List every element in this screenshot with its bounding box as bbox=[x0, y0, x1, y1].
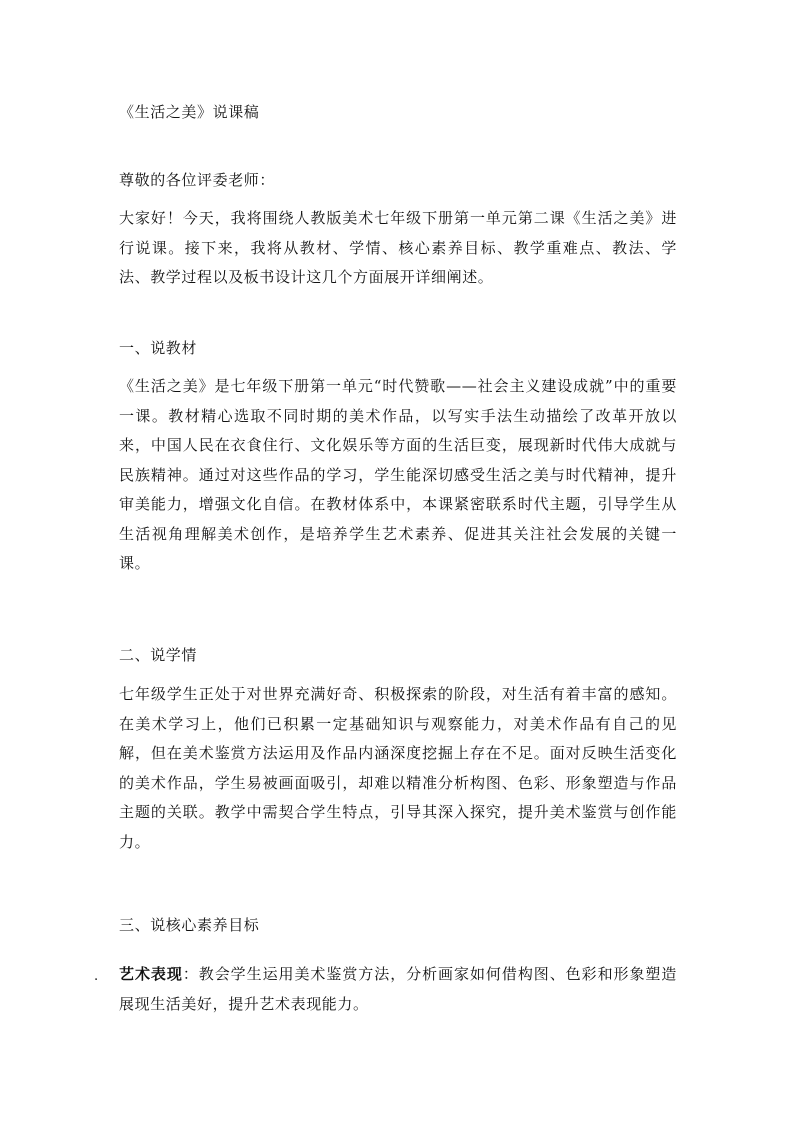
section-heading-learners: 二、说学情 bbox=[119, 646, 198, 664]
goal-label: 艺术表现 bbox=[119, 965, 183, 983]
intro-paragraph: 大家好！今天，我将围绕人教版美术七年级下册第一单元第二课《生活之美》进行说课。接下来，我将从教材、学情、核心素养目标、教学重难点、教法、学法、教学过程以及板书设计这几个方面展开详细阐述。 bbox=[119, 209, 677, 286]
goal-item-art-expression bbox=[119, 960, 677, 1019]
section-body-learners: 七年级学生正处于对世界充满好奇、积极探索的阶段，对生活有着丰富的感知。在美术学习上，他们已积累一定基础知识与观察能力，对美术作品有自己的见解，但在美术鉴赏方法运用及作品内涵深度挖掘上存在不足。面对反映生活变化的美术作品，学生易被画面吸引，却难以精准分析构图、色彩、形象塑造与作品主题的关联。教学中需契合学生特点，引导其深入探究，提升美术鉴赏与创作能力。 bbox=[119, 685, 677, 851]
goal-body: ：教会学生运用美术鉴赏方法，分析画家如何借构图、色彩和形象塑造展现生活美好，提升艺术表现能力。 bbox=[119, 965, 677, 1013]
section-heading-core-goals: 三、说核心素养目标 bbox=[119, 916, 260, 934]
bullet-marker: . bbox=[94, 969, 99, 984]
greeting: 尊敬的各位评委老师： bbox=[119, 171, 276, 189]
section-body-textbook: 《生活之美》是七年级下册第一单元“时代赞歌——社会主义建设成就”中的重要一课。教材精心选取不同时期的美术作品，以写实手法生动描绘了改革开放以来，中国人民在衣食住行、文化娱乐等方面的生活巨变，展现新时代伟大成就与民族精神。通过对这些作品的学习，学生能深切感受生活之美与时代精神，提升审美能力，增强文化自信。在教材体系中，本课紧密联系时代主题，引导学生从生活视角理解美术创作，是培养学生艺术素养、促进其关注社会发展的关键一课。 bbox=[119, 377, 677, 572]
section-heading-textbook: 一、说教材 bbox=[119, 339, 198, 357]
document-title: 《生活之美》说课稿 bbox=[119, 103, 260, 121]
